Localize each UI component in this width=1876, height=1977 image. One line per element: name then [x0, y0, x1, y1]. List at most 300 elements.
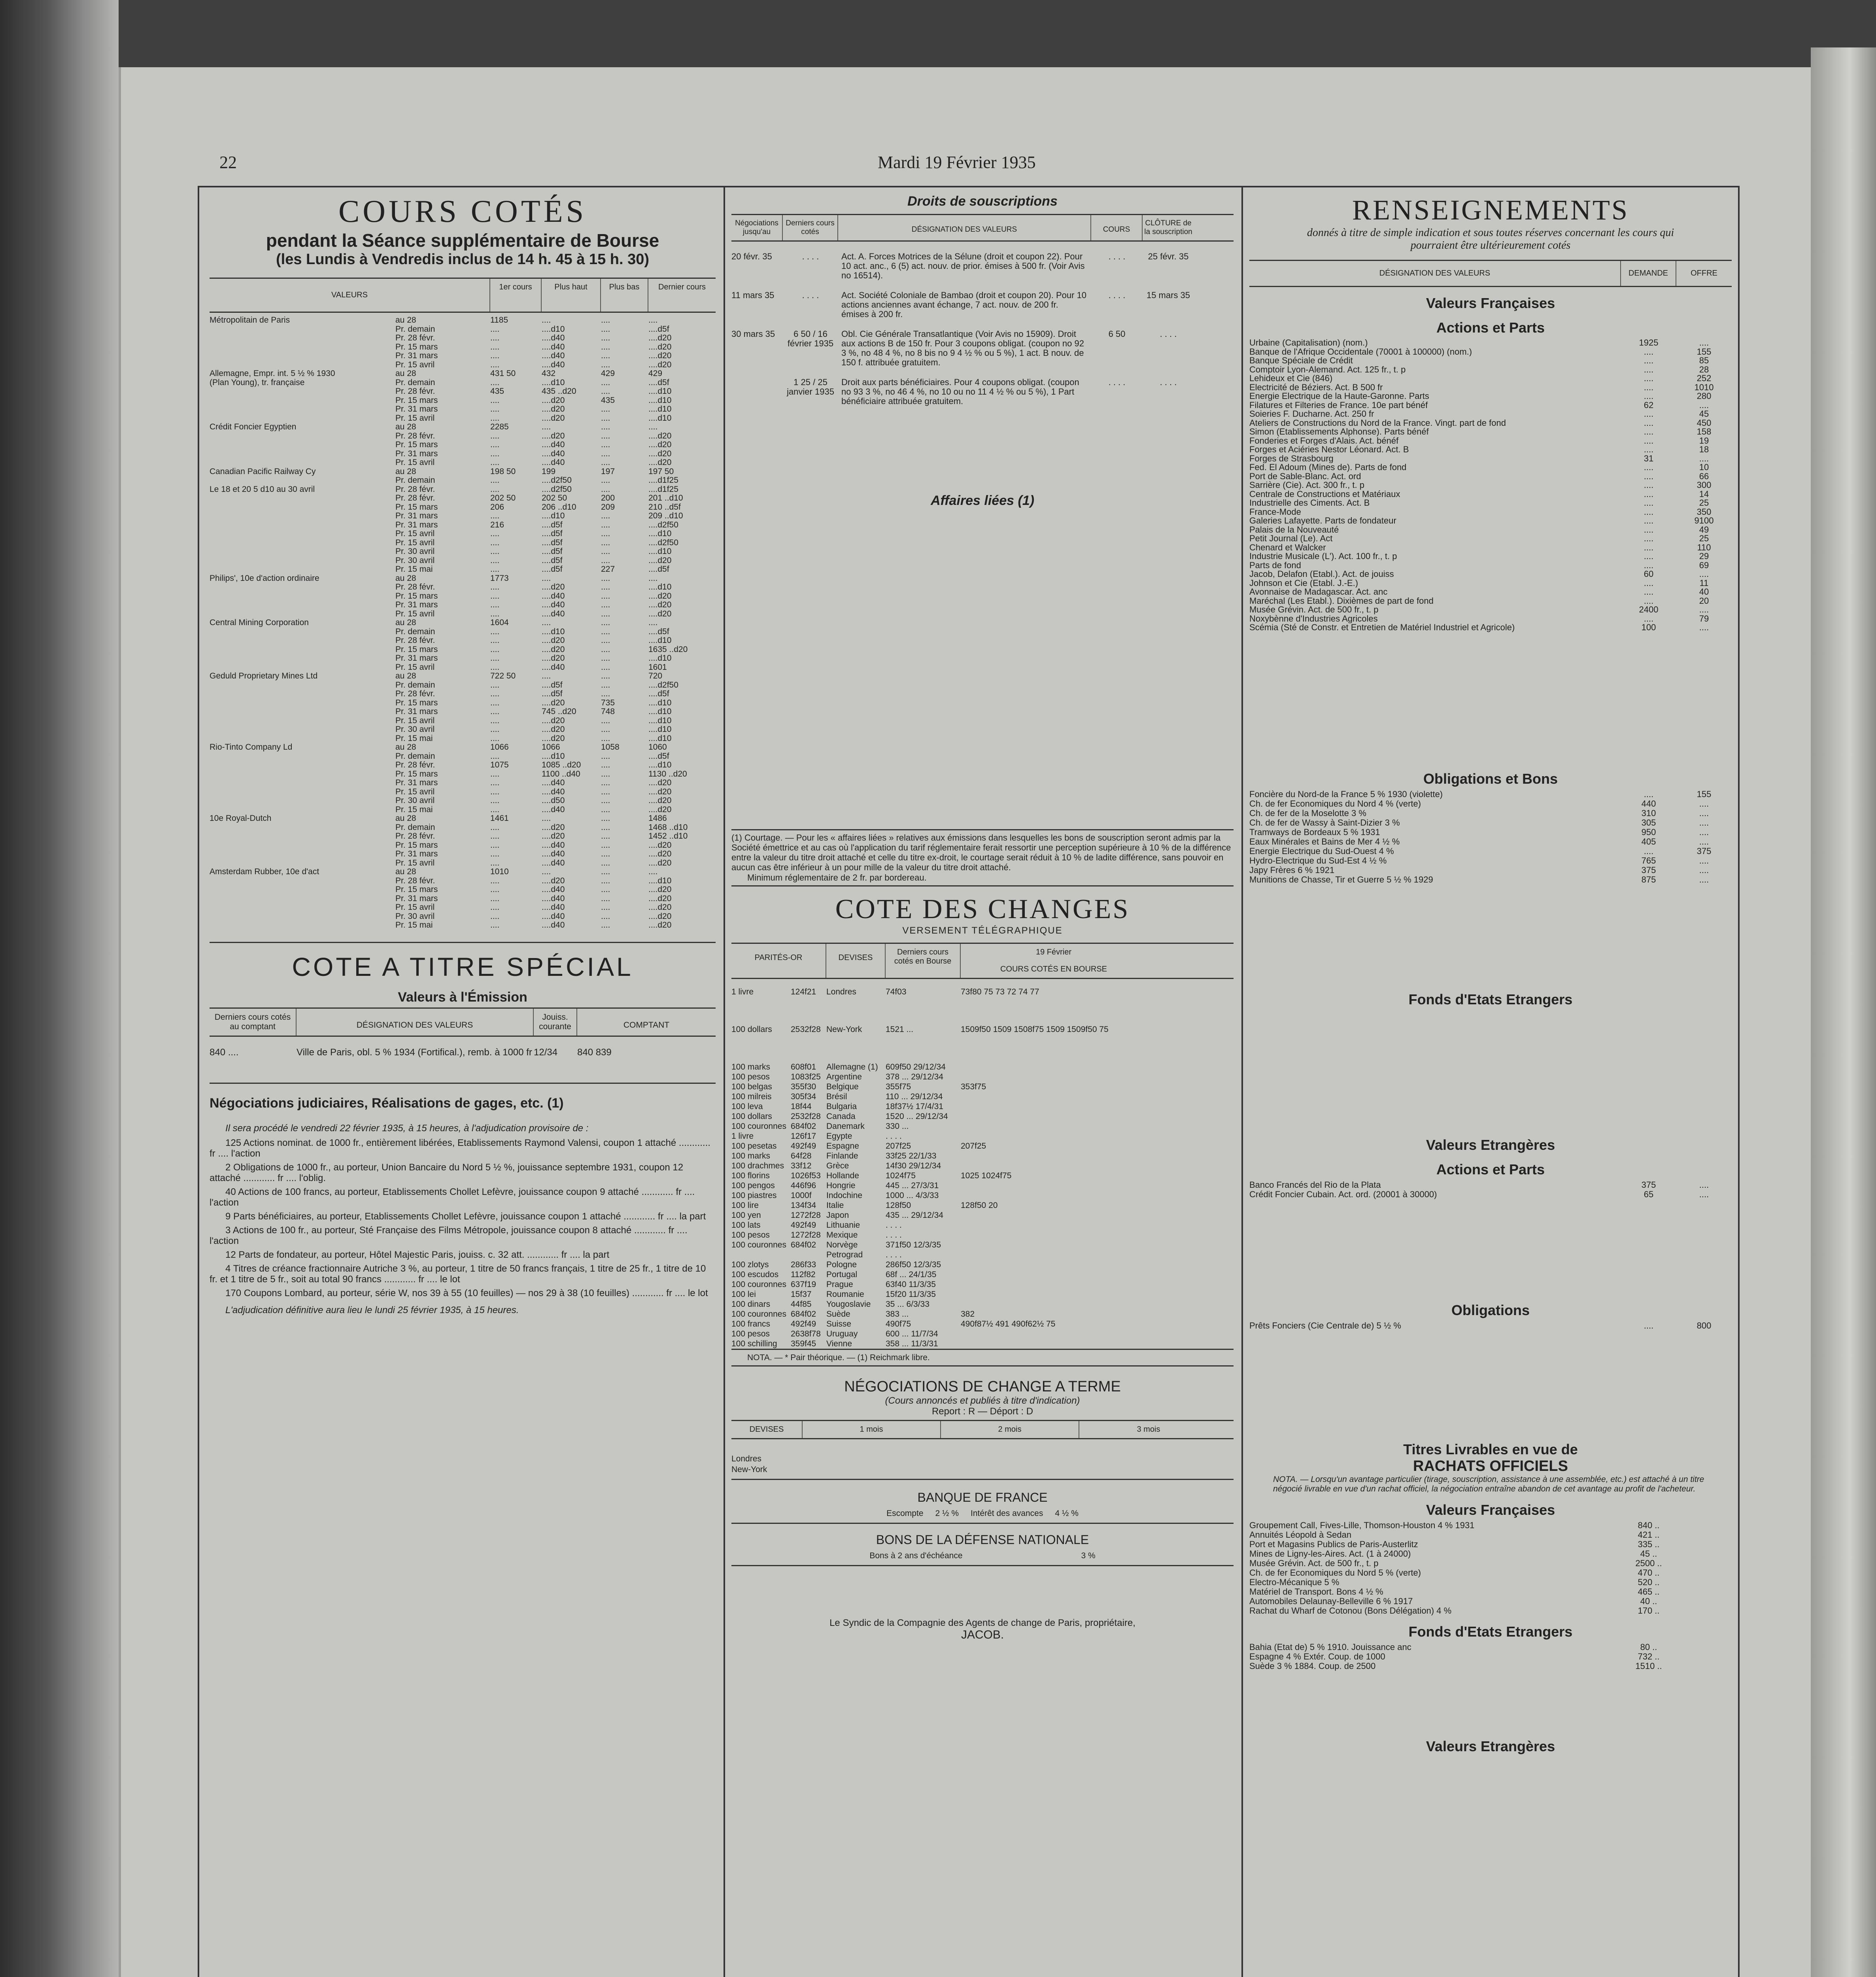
table-row — [731, 1072, 1234, 1082]
bons-label: Bons à 2 ans d'échéance — [869, 1551, 963, 1560]
parite-unit: 100 lats — [731, 1221, 761, 1230]
rachats-title1: Titres Livrables en vue de — [1403, 1441, 1578, 1457]
dernier-cours: ....d20 — [648, 600, 672, 609]
valeur-name: Forges de Strasbourg — [1249, 454, 1334, 463]
valeur-offre: 25 — [1699, 533, 1709, 543]
valeur-term: Pr. 28 févr. — [395, 760, 435, 769]
renseignements-ve-actions — [1249, 1180, 1732, 1199]
valeur-offre: 158 — [1697, 427, 1712, 437]
dernier-cours: 33f25 22/1/33 — [886, 1151, 937, 1160]
plus-haut: ....d20 — [542, 645, 565, 654]
premier-cours: .... — [490, 885, 500, 894]
valeur-name: Central Mining Corporation — [210, 618, 309, 627]
parite-value: 1272f28 — [791, 1211, 821, 1220]
dernier-cours: ....d20 — [648, 609, 672, 618]
plus-bas: .... — [601, 716, 610, 725]
dernier-cours: 490f75 — [886, 1319, 911, 1329]
droit-date — [731, 378, 783, 406]
valeur-name: Musée Grévin. Act. de 500 fr., t. p — [1249, 1558, 1379, 1568]
droit-last: . . . . — [802, 290, 819, 300]
valeur-name: Automobiles Delaunay-Belleville 6 % 1917 — [1249, 1596, 1413, 1606]
premier-cours: .... — [490, 716, 500, 725]
valeur-name — [210, 690, 395, 699]
plus-bas: .... — [601, 484, 610, 494]
valeur-name: Munitions de Chasse, Tir et Guerre 5 ½ % 1929 — [1249, 875, 1433, 885]
valeur-demande: .... — [1644, 355, 1654, 365]
premier-cours: .... — [490, 707, 500, 716]
parite-value: 492f49 — [791, 1319, 816, 1329]
plus-bas: .... — [601, 769, 610, 779]
valeur-demande: .... — [1644, 789, 1654, 799]
parite-unit: 100 lei — [731, 1290, 756, 1299]
cours-cotes: 128f50 20 — [961, 1201, 998, 1210]
table-row — [731, 1280, 1234, 1289]
parite-value: 637f19 — [791, 1280, 816, 1289]
cours-cotes: 73f80 75 73 72 74 77 — [961, 987, 1039, 996]
valeur-term: au 28 — [395, 467, 416, 476]
table-row — [1249, 410, 1732, 419]
dernier-cours: ....d20 — [648, 333, 672, 342]
plus-haut: ....d20 — [542, 832, 565, 841]
valeur-term: au 28 — [395, 618, 416, 627]
table-row — [1249, 383, 1732, 392]
table-row — [210, 663, 716, 672]
table-row — [731, 1220, 1234, 1230]
premier-cours: .... — [490, 636, 500, 645]
premier-cours: 1461 — [490, 814, 509, 823]
table-row — [1249, 1661, 1732, 1671]
table-row — [210, 814, 716, 823]
valeur-offre: 85 — [1699, 355, 1709, 365]
cours-cotes-hours: (les Lundis à Vendredis inclus de 14 h. 45 à 15 h. 30) — [276, 251, 650, 268]
table-row — [731, 1092, 1234, 1102]
valeur-offre — [1676, 1652, 1732, 1661]
plus-bas: .... — [601, 582, 610, 592]
valeur-name — [210, 725, 395, 734]
terme-rows — [731, 1453, 1234, 1480]
dernier-cours: ....d20 — [648, 894, 672, 903]
valeur-name: Avonnaise de Madagascar. Act. anc — [1249, 588, 1388, 597]
parite-unit: 100 pesos — [731, 1329, 770, 1338]
table-row — [1249, 1642, 1732, 1652]
devise-name: Indochine — [826, 1191, 863, 1200]
plus-haut: ....d5f — [542, 556, 563, 565]
premier-cours: .... — [490, 920, 500, 930]
plus-bas: .... — [601, 609, 610, 618]
table-row — [210, 405, 716, 414]
renseignements-header — [1249, 260, 1732, 287]
changes-rows — [731, 987, 1234, 1349]
valeur-name: Parts de fond — [1249, 561, 1301, 570]
table-row — [210, 716, 716, 726]
valeur-demande: .... — [1644, 435, 1654, 446]
parite-unit: 100 francs — [731, 1319, 771, 1329]
dernier-cours: .... — [648, 573, 658, 583]
dernier-cours: ....d10 — [648, 387, 672, 396]
devise-name: Brésil — [826, 1092, 847, 1101]
plus-haut: ....d40 — [542, 609, 565, 618]
table-row — [1249, 534, 1732, 543]
header-dernier-cours: Dernier cours — [658, 283, 706, 291]
valeur-offre: 69 — [1699, 560, 1709, 570]
cours-cotes — [961, 1121, 1147, 1131]
column-right — [1249, 194, 1732, 1977]
plus-haut: ....d5f — [542, 565, 563, 574]
table-row — [210, 547, 716, 556]
parite-value — [791, 1250, 826, 1260]
valeur-demande: 520 .. — [1638, 1577, 1660, 1587]
valeur-term: Pr. 31 mars — [395, 707, 438, 716]
valeurs-emission-title: Valeurs à l'Émission — [398, 989, 527, 1005]
valeur-name — [210, 654, 395, 663]
table-row — [731, 1299, 1234, 1309]
premier-cours: .... — [490, 627, 500, 636]
table-row — [1249, 847, 1732, 856]
valeur-demande: 100 — [1641, 622, 1656, 632]
valeur-name — [210, 805, 395, 815]
valeur-term: au 28 — [395, 422, 416, 431]
premier-cours: .... — [490, 698, 500, 707]
valeur-term: Pr. 28 févr. — [395, 333, 435, 342]
valeur-term: Pr. 31 mars — [395, 849, 438, 858]
rachats-vf-title: Valeurs Françaises — [1426, 1501, 1555, 1518]
devise-name: Lithuanie — [826, 1221, 860, 1230]
table-row — [1249, 481, 1732, 490]
valeur-offre: 11 — [1699, 578, 1709, 588]
dernier-cours: 210 ..d5f — [648, 502, 681, 512]
header-parites: PARITÉS-OR — [731, 944, 826, 978]
valeur-offre: 9100 — [1694, 516, 1714, 525]
table-row — [731, 1200, 1234, 1210]
plus-haut: 1100 ..d40 — [542, 769, 580, 779]
droit-cloture: . . . . — [1160, 377, 1177, 387]
premier-cours: 1066 — [490, 743, 509, 752]
parite-value: 355f30 — [791, 1082, 816, 1091]
table-row — [1249, 454, 1732, 463]
valeur-term: au 28 — [395, 573, 416, 583]
plus-bas: .... — [601, 903, 610, 912]
premier-cours: .... — [490, 458, 500, 467]
dernier-cours: 720 — [648, 671, 663, 680]
valeur-demande: 170 .. — [1638, 1605, 1660, 1616]
droit-cours: 6 50 — [1108, 329, 1126, 339]
table-row — [1249, 508, 1732, 517]
valeur-name — [210, 414, 395, 423]
premier-cours: .... — [490, 645, 500, 654]
premier-cours: .... — [490, 751, 500, 761]
plus-bas: .... — [601, 778, 610, 787]
table-row — [731, 1240, 1234, 1250]
parite-value: 1026f53 — [791, 1171, 821, 1180]
dernier-cours: . . . . — [886, 1132, 902, 1141]
premier-cours: .... — [490, 565, 500, 574]
devise-name: Argentine — [826, 1072, 862, 1081]
valeur-term: Pr. 31 mars — [395, 654, 438, 663]
dernier-cours: 1521 ... — [886, 1025, 914, 1034]
plus-bas: .... — [601, 378, 610, 387]
valeur-name — [210, 699, 395, 708]
table-row — [210, 841, 716, 850]
valeur-term: Pr. 28 févr. — [395, 431, 435, 440]
ap-title: Actions et Parts — [1436, 319, 1545, 336]
dernier-cours: ....d10 — [648, 395, 672, 405]
column-rule-2 — [1241, 186, 1243, 1977]
valeur-demande: .... — [1644, 595, 1654, 606]
valeur-term: Pr. demain — [395, 822, 435, 832]
rachats-vf-list — [1249, 1521, 1732, 1616]
dernier-cours: 14f30 29/12/34 — [886, 1161, 941, 1170]
table-row — [210, 512, 716, 521]
valeur-name: Philips', 10e d'action ordinaire — [210, 574, 319, 583]
plus-bas: .... — [601, 662, 610, 672]
valeur-name: Electro-Mécanique 5 % — [1249, 1577, 1339, 1587]
plus-bas: .... — [601, 511, 610, 520]
plus-haut: ....d20 — [542, 636, 565, 645]
plus-bas: .... — [601, 600, 610, 609]
valeur-offre — [1676, 1597, 1732, 1606]
dernier-cours: ....d5f — [648, 378, 669, 387]
header-2-mois: 2 mois — [941, 1421, 1079, 1438]
valeur-offre: 350 — [1697, 507, 1712, 517]
plus-bas: 1058 — [601, 743, 620, 752]
valeur-name: Soieries F. Ducharne. Act. 250 fr — [1249, 410, 1374, 419]
dernier-cours: ....d10 — [648, 698, 672, 707]
table-row — [1249, 356, 1732, 365]
plus-bas: .... — [601, 814, 610, 823]
plus-haut: ....d50 — [542, 796, 565, 805]
header-designation: DÉSIGNATION DES VALEURS — [1249, 261, 1621, 286]
premier-cours: .... — [490, 894, 500, 903]
dernier-cours: 1486 — [648, 814, 667, 823]
droit-last: 6 50 / 16 février 1935 — [787, 329, 834, 348]
table-row — [731, 252, 1234, 280]
header-cours-cotes — [961, 944, 1147, 978]
valeur-demande: .... — [1644, 846, 1654, 856]
valeur-offre: .... — [1699, 798, 1709, 809]
valeur-name: Matériel de Transport. Bons 4 ½ % — [1249, 1587, 1383, 1597]
plus-bas: .... — [601, 351, 610, 360]
valeur-demande: .... — [1644, 613, 1654, 624]
devise-name: Pologne — [826, 1260, 857, 1269]
parite-value: 1000f — [791, 1191, 812, 1200]
dernier-cours: ....d20 — [648, 885, 672, 894]
valeur-name: Chenard et Walcker — [1249, 543, 1326, 552]
table-row — [1249, 579, 1732, 588]
valeur-term: Pr. 28 févr. — [395, 876, 435, 885]
changes-date: 19 Février — [1035, 948, 1072, 956]
table-row — [210, 565, 716, 574]
plus-bas: .... — [601, 805, 610, 814]
affaires-liees-title: Affaires liées (1) — [930, 493, 1035, 508]
valeur-demande: .... — [1644, 542, 1654, 552]
valeur-name — [210, 583, 395, 592]
droit-last: . . . . — [802, 251, 819, 261]
premier-cours: .... — [490, 440, 500, 449]
parite-unit: 1 livre — [731, 987, 754, 996]
dernier-cours: 207f25 — [886, 1142, 911, 1151]
premier-cours: .... — [490, 796, 500, 805]
devise-name: Norvège — [826, 1240, 858, 1249]
plus-bas: .... — [601, 458, 610, 467]
plus-bas: 748 — [601, 707, 615, 716]
plus-haut: 1066 — [542, 743, 560, 752]
valeur-term: Pr. 31 mars — [395, 511, 438, 520]
cours-cotes — [961, 1191, 1147, 1200]
plus-bas: .... — [601, 760, 610, 769]
cours-cotes — [961, 1181, 1147, 1191]
plus-bas: .... — [601, 404, 610, 414]
premier-cours: .... — [490, 360, 500, 369]
table-row — [210, 369, 716, 378]
table-row — [210, 458, 716, 467]
valeur-name: Forges et Aciéries Nestor Léonard. Act. B — [1249, 445, 1409, 454]
valeur-name — [210, 894, 395, 903]
valeur-name — [210, 779, 395, 788]
valeur-name: Ch. de fer Economiques du Nord 4 % (verte) — [1249, 799, 1421, 809]
dernier-cours: 445 ... 27/3/31 — [886, 1181, 939, 1190]
plus-haut: ....d40 — [542, 849, 565, 858]
list-item: 40 Actions de 100 francs, au porteur, Etablissements Chollet Lefèvre, jouissance coupon 9 attaché ............ fr .... l'action — [210, 1186, 695, 1208]
parite-unit: 100 couronnes — [731, 1280, 786, 1289]
devise-name: Uruguay — [826, 1329, 858, 1338]
parite-unit: 100 couronnes — [731, 1310, 786, 1319]
dernier-cours: ....d20 — [648, 840, 672, 850]
valeur-name — [210, 521, 395, 530]
table-row — [1249, 401, 1732, 410]
terme-legend: Report : R — Déport : D — [931, 1406, 1033, 1417]
dernier-cours: 110 ... 29/12/34 — [886, 1092, 943, 1101]
plus-bas: .... — [601, 342, 610, 352]
premier-cours: .... — [490, 778, 500, 787]
header-cours: COURS — [1091, 215, 1143, 240]
plus-haut: ....d20 — [542, 413, 565, 423]
dernier-cours: . . . . — [886, 1250, 902, 1259]
plus-bas: .... — [601, 876, 610, 885]
premier-cours: .... — [490, 600, 500, 609]
plus-haut: ....d40 — [542, 360, 565, 369]
plus-haut: ....d20 — [542, 725, 565, 734]
valeur-name: Crédit Foncier Egyptien — [210, 423, 297, 431]
plus-bas: .... — [601, 645, 610, 654]
dernier-cours: 197 50 — [648, 467, 674, 476]
devise-name: Portugal — [826, 1270, 858, 1279]
valeur-name — [210, 921, 395, 930]
plus-haut: .... — [542, 814, 551, 823]
dernier-cours: 371f50 12/3/35 — [886, 1240, 941, 1249]
valeur-term: Pr. 15 mars — [395, 591, 438, 601]
plus-bas: .... — [601, 751, 610, 761]
table-row — [1249, 516, 1732, 525]
ob2-title: Obligations — [1451, 1302, 1530, 1318]
valeur-name: Musée Grévin. Act. de 500 fr., t. p — [1249, 605, 1379, 614]
valeur-name — [210, 601, 395, 610]
valeur-name: Energie Electrique de la Haute-Garonne. Parts — [1249, 392, 1429, 401]
valeur-offre — [1676, 1606, 1732, 1616]
valeur-demande: .... — [1644, 373, 1654, 383]
valeur-name: Annuités Léopold à Sedan — [1249, 1530, 1352, 1540]
valeur-demande: .... — [1644, 587, 1654, 597]
table-row — [210, 894, 716, 903]
header-plus-haut: Plus haut — [542, 279, 601, 312]
valeur-offre: 252 — [1697, 373, 1712, 383]
droit-cloture: . . . . — [1160, 329, 1177, 339]
valeur-term: Pr. 31 mars — [395, 351, 438, 360]
valeur-name: Hydro-Electrique du Sud-Est 4 ½ % — [1249, 856, 1387, 866]
valeur-offre: 29 — [1699, 551, 1709, 561]
table-row — [210, 556, 716, 565]
table-row — [210, 752, 716, 761]
plus-haut: ....d10 — [542, 324, 565, 334]
table-row — [210, 574, 716, 583]
dernier-cours: 330 ... — [886, 1122, 909, 1131]
parite-value: 286f33 — [791, 1260, 816, 1269]
droit-date: 11 mars 35 — [731, 290, 775, 300]
valeur-offre: 300 — [1697, 480, 1712, 490]
table-row — [1249, 1521, 1732, 1530]
valeur-name: Centrale de Constructions et Matériaux — [1249, 490, 1400, 499]
valeur-term: Pr. 15 avril — [395, 716, 435, 725]
changes-header — [731, 943, 1234, 979]
header-designation: DÉSIGNATION DES VALEURS — [297, 1009, 534, 1036]
valeur-offre: .... — [1699, 808, 1709, 818]
table-row — [210, 654, 716, 663]
valeur-name: Comptoir Lyon-Alemand. Act. 125 fr., t. p — [1249, 365, 1406, 374]
plus-haut: ....d20 — [542, 733, 565, 743]
parite-unit: 100 couronnes — [731, 1240, 786, 1249]
negociations-title: Négociations judiciaires, Réalisations de gages, etc. (1) — [210, 1095, 564, 1111]
table-row — [210, 583, 716, 592]
devise-name: Danemark — [826, 1122, 865, 1131]
parite-value: 2638f78 — [791, 1329, 821, 1338]
valeur-name — [210, 440, 395, 450]
valeur-demande: .... — [1644, 418, 1654, 428]
valeur-name — [210, 539, 395, 548]
plus-haut: .... — [542, 671, 551, 680]
plus-bas: .... — [601, 422, 610, 431]
valeur-demande: .... — [1644, 551, 1654, 561]
table-row — [1249, 837, 1732, 847]
valeur-name — [210, 494, 395, 503]
parite-unit: 100 lire — [731, 1201, 759, 1210]
table-row — [210, 921, 716, 930]
table-row — [1249, 597, 1732, 606]
table-row — [731, 1230, 1234, 1240]
dernier-cours: ....d10 — [648, 404, 672, 414]
table-row — [731, 1102, 1234, 1111]
table-row — [1249, 552, 1732, 561]
table-row — [1249, 790, 1732, 799]
table-row — [210, 779, 716, 788]
table-row — [1249, 799, 1732, 809]
table-row — [1249, 437, 1732, 446]
plus-bas: 209 — [601, 502, 615, 512]
changes-nota: NOTA. — * Pair théorique. — (1) Reichmark libre. — [731, 1349, 1234, 1367]
devise-name: Espagne — [826, 1142, 859, 1151]
next-page-edge — [1811, 47, 1876, 1977]
table-row — [210, 788, 716, 797]
valeur-demande: .... — [1644, 427, 1654, 437]
parite-unit: 100 yen — [731, 1211, 761, 1220]
valeur-term: Pr. 15 mars — [395, 502, 438, 512]
table-row — [1249, 374, 1732, 383]
valeur-name: Ch. de fer de Wassy à Saint-Dizier 3 % — [1249, 818, 1400, 828]
plus-haut: ....d40 — [542, 591, 565, 601]
parite-value: 2532f28 — [791, 1112, 821, 1121]
table-row — [1249, 1180, 1732, 1190]
premier-cours: 722 50 — [490, 671, 516, 680]
plus-bas: .... — [601, 449, 610, 458]
valeur-name: Jacob, Delafon (Etabl.). Act. de jouiss — [1249, 570, 1394, 579]
